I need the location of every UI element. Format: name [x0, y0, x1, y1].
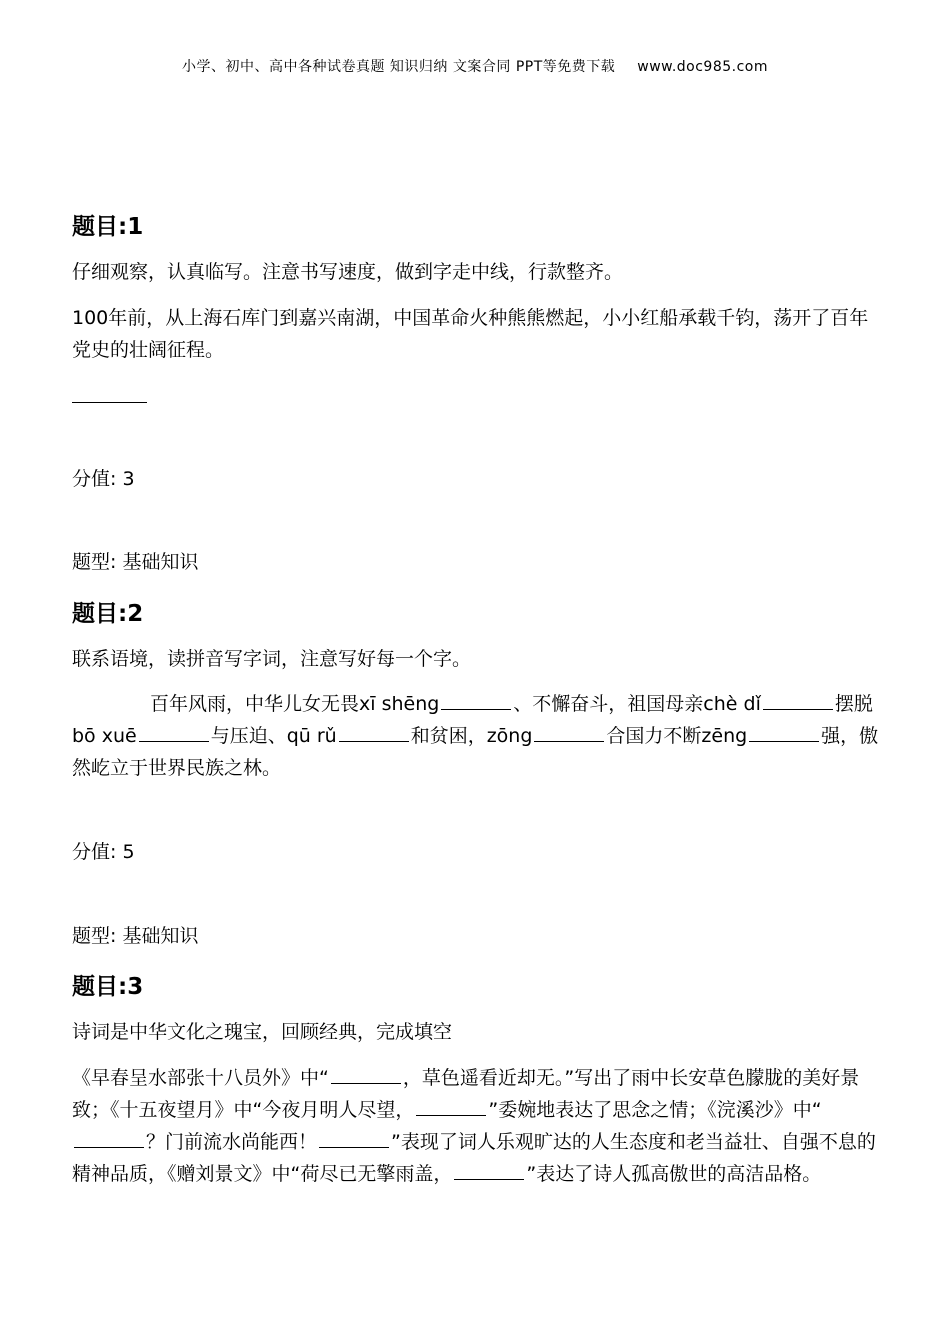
question-3-text — [72, 1062, 882, 1190]
question-3-part: ”委婉地表达了思念之情；《浣溪沙》中“ — [488, 1099, 822, 1121]
question-3-title: 题目:3 — [72, 974, 144, 1000]
answer-blank[interactable] — [416, 1097, 486, 1116]
answer-blank[interactable] — [339, 723, 409, 742]
header-url[interactable]: www.doc985.com — [637, 59, 769, 75]
question-2-part: 百年风雨，中华儿女无畏xī shēng — [150, 693, 440, 715]
question-1-type: 题型: 基础知识 — [72, 551, 199, 573]
question-1-score: 分值: 3 — [72, 468, 135, 490]
question-1-text: 100年前，从上海石库门到嘉兴南湖，中国革命火种熊熊燃起，小小红船承载千钧，荡开了百年党史的壮阔征程。 — [72, 307, 869, 361]
answer-blank[interactable] — [749, 723, 819, 742]
question-2-instruction: 联系语境，读拼音写字词，注意写好每一个字。 — [72, 648, 472, 670]
answer-blank[interactable] — [763, 691, 833, 710]
question-2-title: 题目:2 — [72, 601, 144, 627]
question-3-part: ”表现了词人乐观旷达的人生态度和老当益壮、自强不息的精神品质，《赠刘景文》中“荷尽已无擎雨盖， — [72, 1131, 876, 1185]
answer-blank[interactable] — [319, 1129, 389, 1148]
question-2-part: 合国力不断zēng — [606, 725, 748, 747]
question-1-answer-line[interactable] — [72, 402, 147, 403]
question-2-part: 和贫困，zōng — [410, 725, 533, 747]
question-2-text — [72, 688, 882, 784]
question-2-score: 分值: 5 — [72, 841, 135, 863]
question-2-type: 题型: 基础知识 — [72, 925, 199, 947]
question-2-part: 摆脱bō xuē — [72, 693, 873, 747]
answer-blank[interactable] — [534, 723, 604, 742]
page-header — [0, 56, 950, 76]
question-3-instruction: 诗词是中华文化之瑰宝，回顾经典，完成填空 — [72, 1021, 453, 1043]
answer-blank[interactable] — [139, 723, 209, 742]
question-3-part: ”表达了诗人孤高傲世的高洁品格。 — [526, 1163, 822, 1185]
header-text: 小学、初中、高中各种试卷真题 知识归纳 文案合同 PPT等免费下载 — [181, 59, 616, 75]
question-1-instruction: 仔细观察，认真临写。注意书写速度，做到字走中线，行款整齐。 — [72, 261, 624, 283]
question-3-part: ？门前流水尚能西！ — [146, 1131, 318, 1153]
question-1-title: 题目:1 — [72, 214, 144, 240]
question-2-part: 与压迫、qū rǔ — [210, 725, 337, 747]
question-2-part: 强，傲然屹立于世界民族之林。 — [72, 725, 879, 779]
answer-blank[interactable] — [331, 1065, 401, 1084]
question-3-part: 《早春呈水部张十八员外》中“ — [72, 1067, 329, 1089]
answer-blank[interactable] — [441, 691, 511, 710]
answer-blank[interactable] — [454, 1161, 524, 1180]
question-3-part: ，草色遥看近却无。”写出了雨中长安草色朦胧的美好景致；《十五夜望月》中“今夜月明人尽望， — [72, 1067, 860, 1121]
question-2-part: 、不懈奋斗，祖国母亲chè dǐ — [513, 693, 761, 715]
answer-blank[interactable] — [74, 1129, 144, 1148]
